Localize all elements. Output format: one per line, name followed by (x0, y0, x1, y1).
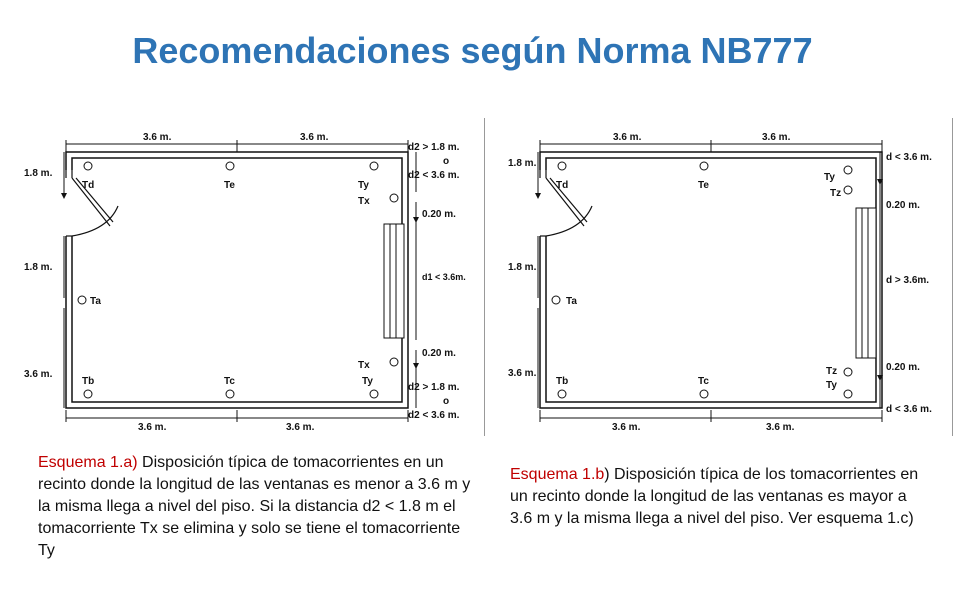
divider-line (484, 118, 485, 436)
outlet-ty-top-label: Ty (358, 180, 369, 191)
dim-right-bottom-1: d2 > 1.8 m. (408, 382, 460, 393)
outlet-te-label: Te (698, 180, 709, 191)
dim-bottom-right: 3.6 m. (286, 422, 315, 433)
floor-plan-scheme-b (508, 118, 953, 436)
outlet-tz-bottom-label: Tz (826, 366, 838, 377)
dim-right-window: d > 3.6m. (886, 275, 930, 286)
dim-top-right: 3.6 m. (300, 132, 329, 143)
caption-b-label: Esquema 1.b (510, 466, 605, 483)
outlet-tb-label: Tb (556, 376, 569, 387)
dim-left-top: 1.8 m. (24, 168, 53, 179)
dim-left-bottom: 3.6 m. (24, 369, 53, 380)
dim-top-right: 3.6 m. (762, 132, 791, 143)
room-walls (66, 152, 408, 408)
outlet-ta-label: Ta (90, 296, 101, 307)
dim-right-top-o: o (443, 156, 450, 167)
outlet-td-label: Td (82, 180, 95, 191)
window-icon (856, 208, 876, 358)
floor-plan-scheme-a (18, 118, 483, 436)
dim-bottom-left: 3.6 m. (612, 422, 641, 433)
caption-a-label: Esquema 1.a) (38, 454, 138, 471)
dim-left-mid: 1.8 m. (508, 262, 537, 273)
dim-right-gap-bottom: 0.20 m. (886, 362, 920, 373)
outlet-te-label: Te (224, 180, 235, 191)
dim-right-top-2: d2 < 3.6 m. (408, 170, 460, 181)
dim-right-gap-top: 0.20 m. (886, 200, 920, 211)
dim-bottom-right: 3.6 m. (766, 422, 795, 433)
dim-right-window: d1 < 3.6m. (422, 272, 466, 282)
outlet-tz-top-label: Tz (830, 188, 842, 199)
window-icon (384, 224, 404, 338)
outlet-ta-label: Ta (566, 296, 577, 307)
page-title: Recomendaciones según Norma NB777 (132, 30, 813, 71)
outlet-ty-top-label: Ty (824, 172, 835, 183)
caption-scheme-a (38, 452, 478, 562)
outlet-tb-label: Tb (82, 376, 95, 387)
outlet-tx-top-label: Tx (358, 196, 370, 207)
dim-right-gap-top: 0.20 m. (422, 209, 456, 220)
caption-scheme-b (510, 464, 930, 530)
divider-line-right (952, 118, 953, 436)
dim-bottom-left: 3.6 m. (138, 422, 167, 433)
outlet-tc-label: Tc (698, 376, 709, 387)
dim-right-top: d < 3.6 m. (886, 152, 932, 163)
caption-b-text: ) Disposición típica de los tomacorrientes en un recinto donde la longitud de las ventanas es mayor a 3.6 m y la misma llega a nivel del piso. Ver esquema 1.c) (510, 466, 919, 527)
dim-top-left: 3.6 m. (613, 132, 642, 143)
dim-right-bottom-o: o (443, 396, 450, 407)
outlet-ty-bottom-label: Ty (826, 380, 837, 391)
dim-right-bottom-2: d2 < 3.6 m. (408, 410, 460, 421)
dim-left-top: 1.8 m. (508, 158, 537, 169)
outlet-ty-bottom-label: Ty (362, 376, 373, 387)
outlet-tc-label: Tc (224, 376, 235, 387)
outlet-tx-bottom-label: Tx (358, 360, 370, 371)
dim-right-top-1: d2 > 1.8 m. (408, 142, 460, 153)
outlet-td-label: Td (556, 180, 569, 191)
dim-right-gap-bottom: 0.20 m. (422, 348, 456, 359)
dim-right-bottom: d < 3.6 m. (886, 404, 932, 415)
caption-a-text: Disposición típica de tomacorrientes en un recinto donde la longitud de las ventanas es menor a 3.6 m y la misma llega a nivel del piso. Si la distancia d2 < 1.8 m el tomacorriente Tx se elimina y solo se tiene el tomacorriente Ty (38, 454, 471, 559)
dim-left-bottom: 3.6 m. (508, 368, 537, 379)
dim-top-left: 3.6 m. (143, 132, 172, 143)
dim-left-mid: 1.8 m. (24, 262, 53, 273)
